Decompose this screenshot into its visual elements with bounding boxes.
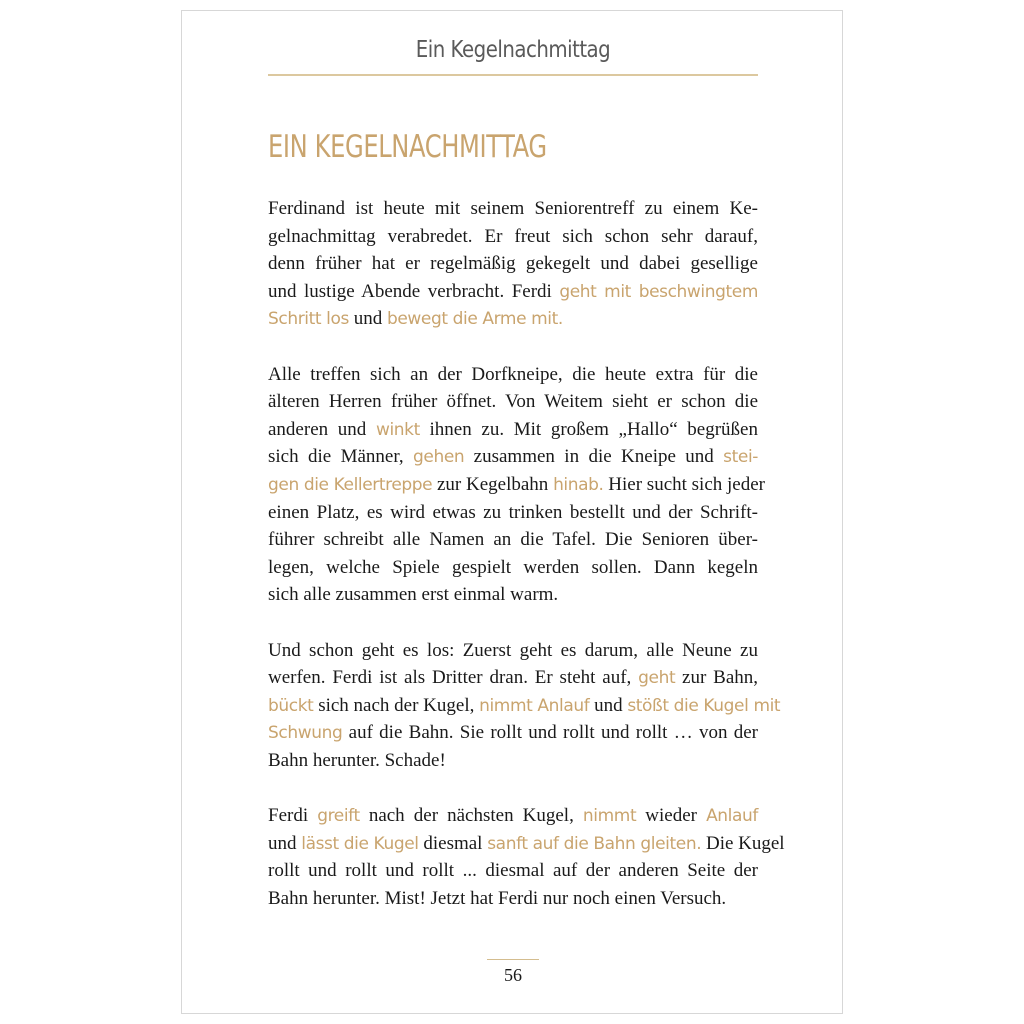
text-segment: führer schreibt alle Namen an die Tafel. Die Senioren über- <box>268 529 758 551</box>
highlighted-action: gehen <box>413 447 465 468</box>
text-line <box>268 443 758 471</box>
highlighted-action: bewegt die Arme mit. <box>386 309 563 330</box>
text-line <box>268 278 758 306</box>
text-segment: älteren Herren früher öffnet. Von Weitem sieht er schon die <box>268 391 758 413</box>
text-line <box>268 830 785 858</box>
highlighted-action: lässt die Kugel <box>301 833 419 854</box>
text-line <box>268 305 758 333</box>
header-rule <box>268 74 758 76</box>
text-segment: rollt und rollt und rollt ... diesmal auf der anderen Seite der <box>268 860 758 882</box>
highlighted-action: nimmt Anlauf <box>479 695 590 716</box>
paragraph <box>268 195 758 333</box>
paragraph <box>268 802 785 912</box>
text-segment: zur Kegelbahn <box>432 473 554 495</box>
highlighted-action: greift <box>317 806 360 827</box>
text-line <box>268 223 758 251</box>
text-line <box>268 526 758 554</box>
text-segment: zusammen in die Kneipe und <box>464 446 724 468</box>
text-segment: anderen und <box>268 418 376 440</box>
text-line <box>268 250 758 278</box>
body-text <box>268 195 785 940</box>
text-segment: zur Bahn, <box>675 667 758 689</box>
text-line <box>268 416 758 444</box>
text-line <box>268 581 758 609</box>
book-page <box>181 10 843 1014</box>
text-segment: und <box>348 308 387 330</box>
text-segment: Bahn herunter. Mist! Jetzt hat Ferdi nur noch einen Versuch. <box>268 887 727 909</box>
paragraph <box>268 637 781 775</box>
text-line <box>268 719 758 747</box>
highlighted-action: Anlauf <box>706 806 758 827</box>
highlighted-action: geht mit beschwingtem <box>559 281 758 302</box>
text-segment: sich die Männer, <box>268 446 414 468</box>
text-segment: und <box>268 832 302 854</box>
text-segment: legen, welche Spiele gespielt werden sollen. Dann kegeln <box>268 556 758 578</box>
text-segment: einen Platz, es wird etwas zu trinken bestellt und der Schrift- <box>268 501 758 523</box>
text-line <box>268 499 758 527</box>
highlighted-action: stei- <box>723 447 758 468</box>
text-line <box>268 802 758 830</box>
highlighted-action: Schwung <box>268 723 343 744</box>
text-segment: diesmal <box>418 832 488 854</box>
text-segment: Und schon geht es los: Zuerst geht es darum, alle Neune zu <box>268 639 758 661</box>
text-line <box>268 664 758 692</box>
text-segment: sich alle zusammen erst einmal warm. <box>268 584 559 606</box>
text-line <box>268 554 758 582</box>
text-segment: nach der nächsten Kugel, <box>359 805 583 827</box>
highlighted-action: hinab. <box>553 474 604 495</box>
text-segment: werfen. Ferdi ist als Dritter dran. Er steht auf, <box>268 667 639 689</box>
text-segment: wieder <box>636 805 707 827</box>
text-segment: Ferdinand ist heute mit seinem Seniorentreff zu einem Ke- <box>268 198 758 219</box>
text-line <box>268 692 781 720</box>
highlighted-action: sanft auf die Bahn gleiten. <box>487 833 702 854</box>
text-segment: und <box>589 694 628 716</box>
text-segment: Ferdi <box>268 805 318 827</box>
text-segment: gelnachmittag verabredet. Er freut sich schon sehr darauf, <box>268 225 758 247</box>
text-segment: auf die Bahn. Sie rollt und rollt und rollt … von der <box>342 722 758 744</box>
text-line <box>268 885 758 913</box>
text-segment: und lustige Abende verbracht. Ferdi <box>268 280 560 302</box>
highlighted-action: bückt <box>268 695 314 716</box>
highlighted-action: gen die Kellertreppe <box>268 474 433 495</box>
highlighted-action: winkt <box>375 419 420 440</box>
text-line <box>268 361 758 389</box>
paragraph <box>268 361 765 609</box>
text-line <box>268 857 758 885</box>
text-line <box>268 195 758 223</box>
chapter-title: EIN KEGELNACHMITTAG <box>268 129 547 165</box>
highlighted-action: stößt die Kugel mit <box>627 695 781 716</box>
text-line <box>268 471 765 499</box>
text-segment: denn früher hat er regelmäßig gekegelt und dabei gesellige <box>268 253 758 275</box>
text-segment: sich nach der Kugel, <box>313 694 480 716</box>
running-head: Ein Kegelnachmittag <box>415 37 611 63</box>
text-segment: Bahn herunter. Schade! <box>268 749 446 771</box>
highlighted-action: geht <box>638 668 676 689</box>
text-segment: Die Kugel <box>701 832 785 854</box>
text-line <box>268 747 758 775</box>
text-segment: Hier sucht sich jeder <box>603 473 765 495</box>
highlighted-action: Schritt los <box>268 309 349 330</box>
highlighted-action: nimmt <box>582 806 637 827</box>
footer-rule <box>487 959 539 960</box>
text-segment: Alle treffen sich an der Dorfkneipe, die heute extra für die <box>268 363 758 385</box>
text-segment: ihnen zu. Mit großem „Hallo“ begrüßen <box>419 418 758 440</box>
page-number: 56 <box>504 965 522 985</box>
text-line <box>268 388 758 416</box>
text-line <box>268 637 758 665</box>
